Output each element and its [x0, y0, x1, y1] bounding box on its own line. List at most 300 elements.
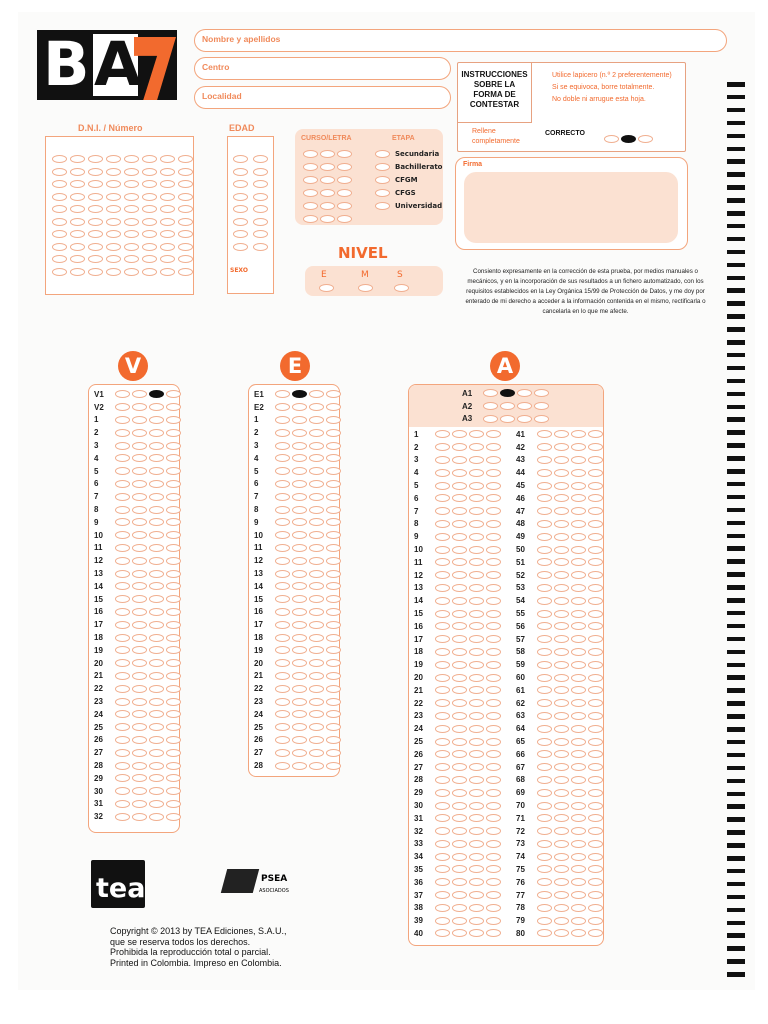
answer-bubble[interactable] — [571, 648, 586, 656]
answer-bubble[interactable] — [292, 582, 307, 590]
answer-bubble[interactable] — [309, 634, 324, 642]
answer-bubble[interactable] — [309, 749, 324, 757]
answer-bubble[interactable] — [275, 557, 290, 565]
answer-bubble[interactable] — [149, 416, 164, 424]
answer-bubble[interactable] — [149, 506, 164, 514]
answer-bubble[interactable] — [149, 774, 164, 782]
answer-bubble[interactable] — [132, 710, 147, 718]
answer-bubble[interactable] — [537, 443, 552, 451]
answer-bubble[interactable] — [326, 518, 341, 526]
answer-bubble[interactable] — [554, 904, 569, 912]
answer-bubble[interactable] — [554, 814, 569, 822]
answer-bubble[interactable] — [292, 736, 307, 744]
answer-bubble[interactable] — [571, 738, 586, 746]
answer-bubble[interactable] — [571, 597, 586, 605]
answer-bubble[interactable] — [166, 710, 181, 718]
answer-bubble[interactable] — [435, 610, 450, 618]
answer-bubble[interactable] — [166, 442, 181, 450]
dni-digit-bubble[interactable] — [124, 205, 139, 213]
answer-bubble[interactable] — [115, 506, 130, 514]
dni-digit-bubble[interactable] — [70, 193, 85, 201]
dni-digit-bubble[interactable] — [52, 168, 67, 176]
dni-digit-bubble[interactable] — [124, 155, 139, 163]
answer-bubble[interactable] — [115, 698, 130, 706]
answer-bubble[interactable] — [275, 544, 290, 552]
answer-bubble[interactable] — [554, 929, 569, 937]
answer-bubble[interactable] — [275, 698, 290, 706]
age-digit-bubble[interactable] — [233, 230, 248, 238]
dni-digit-bubble[interactable] — [88, 255, 103, 263]
answer-bubble[interactable] — [149, 659, 164, 667]
answer-bubble[interactable] — [469, 699, 484, 707]
answer-bubble[interactable] — [115, 608, 130, 616]
dni-digit-bubble[interactable] — [70, 155, 85, 163]
age-digit-bubble[interactable] — [253, 205, 268, 213]
dni-digit-bubble[interactable] — [106, 230, 121, 238]
answer-bubble[interactable] — [132, 595, 147, 603]
answer-bubble[interactable] — [132, 467, 147, 475]
stage-bubble[interactable] — [375, 163, 390, 171]
answer-bubble[interactable] — [554, 776, 569, 784]
answer-bubble[interactable] — [571, 827, 586, 835]
signature-box[interactable] — [455, 157, 688, 250]
answer-bubble[interactable] — [554, 546, 569, 554]
answer-bubble[interactable] — [149, 493, 164, 501]
answer-bubble[interactable] — [588, 725, 603, 733]
course-number-bubble[interactable] — [303, 163, 318, 171]
answer-bubble[interactable] — [537, 622, 552, 630]
answer-bubble[interactable] — [435, 494, 450, 502]
answer-bubble[interactable] — [537, 802, 552, 810]
answer-bubble[interactable] — [588, 904, 603, 912]
answer-bubble[interactable] — [486, 763, 501, 771]
answer-bubble[interactable] — [486, 558, 501, 566]
answer-bubble[interactable] — [275, 762, 290, 770]
answer-bubble[interactable] — [452, 482, 467, 490]
dni-digit-bubble[interactable] — [88, 193, 103, 201]
answer-bubble[interactable] — [588, 546, 603, 554]
answer-bubble[interactable] — [132, 506, 147, 514]
answer-bubble[interactable] — [115, 493, 130, 501]
answer-bubble[interactable] — [326, 531, 341, 539]
answer-bubble[interactable] — [469, 507, 484, 515]
stage-option[interactable] — [374, 147, 442, 160]
answer-bubble[interactable] — [571, 546, 586, 554]
level-e-bubble[interactable] — [319, 284, 334, 292]
answer-bubble[interactable] — [517, 402, 532, 410]
answer-bubble[interactable] — [149, 403, 164, 411]
section-v[interactable] — [88, 384, 180, 833]
dni-digit-bubble[interactable] — [106, 268, 121, 276]
answer-bubble[interactable] — [571, 456, 586, 464]
answer-bubble[interactable] — [275, 390, 290, 398]
answer-bubble[interactable] — [571, 520, 586, 528]
answer-bubble[interactable] — [275, 582, 290, 590]
answer-bubble[interactable] — [571, 904, 586, 912]
answer-bubble[interactable] — [166, 582, 181, 590]
answer-bubble[interactable] — [554, 635, 569, 643]
answer-bubble[interactable] — [275, 608, 290, 616]
dni-digit-bubble[interactable] — [142, 205, 157, 213]
answer-bubble[interactable] — [275, 621, 290, 629]
answer-bubble[interactable] — [469, 776, 484, 784]
answer-bubble[interactable] — [326, 659, 341, 667]
answer-bubble[interactable] — [537, 840, 552, 848]
answer-bubble[interactable] — [435, 917, 450, 925]
answer-bubble[interactable] — [452, 430, 467, 438]
answer-bubble[interactable] — [435, 827, 450, 835]
answer-bubble[interactable] — [486, 494, 501, 502]
course-letter-bubble[interactable] — [320, 202, 335, 210]
answer-bubble[interactable] — [292, 403, 307, 411]
answer-bubble[interactable] — [452, 622, 467, 630]
answer-bubble[interactable] — [149, 634, 164, 642]
answer-bubble[interactable] — [132, 544, 147, 552]
answer-bubble[interactable] — [166, 749, 181, 757]
answer-bubble[interactable] — [275, 531, 290, 539]
answer-bubble[interactable] — [435, 456, 450, 464]
answer-bubble[interactable] — [309, 403, 324, 411]
answer-bubble[interactable] — [166, 506, 181, 514]
course-letter-bubble[interactable] — [320, 150, 335, 158]
answer-bubble[interactable] — [149, 749, 164, 757]
dni-digit-bubble[interactable] — [88, 230, 103, 238]
dni-digit-bubble[interactable] — [160, 230, 175, 238]
age-digit-bubble[interactable] — [253, 230, 268, 238]
answer-bubble[interactable] — [486, 840, 501, 848]
answer-bubble[interactable] — [469, 686, 484, 694]
answer-bubble[interactable] — [537, 584, 552, 592]
answer-bubble[interactable] — [588, 699, 603, 707]
dni-grid[interactable] — [45, 136, 194, 295]
answer-bubble[interactable] — [452, 853, 467, 861]
answer-bubble[interactable] — [452, 674, 467, 682]
answer-bubble[interactable] — [537, 520, 552, 528]
stage-bubble[interactable] — [375, 202, 390, 210]
answer-bubble[interactable] — [275, 659, 290, 667]
answer-bubble[interactable] — [554, 699, 569, 707]
age-digit-bubble[interactable] — [253, 243, 268, 251]
course-number-bubble[interactable] — [303, 202, 318, 210]
dni-digit-bubble[interactable] — [106, 243, 121, 251]
answer-bubble[interactable] — [486, 635, 501, 643]
dni-digit-bubble[interactable] — [178, 155, 193, 163]
answer-bubble[interactable] — [486, 507, 501, 515]
dni-digit-bubble[interactable] — [52, 230, 67, 238]
dni-digit-bubble[interactable] — [52, 193, 67, 201]
answer-bubble[interactable] — [554, 725, 569, 733]
answer-bubble[interactable] — [326, 685, 341, 693]
answer-bubble[interactable] — [588, 610, 603, 618]
dni-digit-bubble[interactable] — [106, 218, 121, 226]
answer-bubble[interactable] — [537, 674, 552, 682]
answer-bubble[interactable] — [435, 763, 450, 771]
answer-bubble[interactable] — [469, 763, 484, 771]
answer-bubble[interactable] — [275, 429, 290, 437]
dni-digit-bubble[interactable] — [106, 180, 121, 188]
answer-bubble[interactable] — [326, 582, 341, 590]
answer-bubble[interactable] — [452, 904, 467, 912]
answer-bubble[interactable] — [435, 674, 450, 682]
answer-bubble[interactable] — [166, 416, 181, 424]
answer-bubble[interactable] — [571, 929, 586, 937]
answer-bubble[interactable] — [554, 878, 569, 886]
answer-bubble[interactable] — [275, 634, 290, 642]
stage-option[interactable] — [374, 199, 442, 212]
answer-bubble[interactable] — [115, 416, 130, 424]
course-number-bubble[interactable] — [303, 176, 318, 184]
age-digit-bubble[interactable] — [233, 193, 248, 201]
answer-bubble[interactable] — [554, 507, 569, 515]
dni-digit-bubble[interactable] — [106, 193, 121, 201]
answer-bubble[interactable] — [149, 390, 164, 398]
answer-bubble[interactable] — [166, 390, 181, 398]
answer-bubble[interactable] — [486, 917, 501, 925]
answer-bubble[interactable] — [292, 442, 307, 450]
answer-bubble[interactable] — [571, 917, 586, 925]
answer-bubble[interactable] — [537, 597, 552, 605]
answer-bubble[interactable] — [537, 865, 552, 873]
answer-bubble[interactable] — [554, 827, 569, 835]
answer-bubble[interactable] — [588, 571, 603, 579]
answer-bubble[interactable] — [132, 493, 147, 501]
answer-bubble[interactable] — [292, 608, 307, 616]
answer-bubble[interactable] — [435, 430, 450, 438]
location-field[interactable] — [194, 86, 451, 109]
answer-bubble[interactable] — [588, 763, 603, 771]
answer-bubble[interactable] — [537, 686, 552, 694]
answer-bubble[interactable] — [435, 469, 450, 477]
answer-bubble[interactable] — [166, 762, 181, 770]
answer-bubble[interactable] — [115, 659, 130, 667]
answer-bubble[interactable] — [469, 853, 484, 861]
dni-digit-bubble[interactable] — [52, 180, 67, 188]
answer-bubble[interactable] — [588, 635, 603, 643]
answer-bubble[interactable] — [149, 698, 164, 706]
answer-bubble[interactable] — [326, 390, 341, 398]
answer-bubble[interactable] — [149, 570, 164, 578]
answer-bubble[interactable] — [309, 390, 324, 398]
answer-bubble[interactable] — [554, 482, 569, 490]
answer-bubble[interactable] — [537, 917, 552, 925]
answer-bubble[interactable] — [537, 546, 552, 554]
answer-bubble[interactable] — [469, 865, 484, 873]
answer-bubble[interactable] — [537, 814, 552, 822]
answer-bubble[interactable] — [309, 723, 324, 731]
course-letter-bubble[interactable] — [320, 215, 335, 223]
answer-bubble[interactable] — [435, 840, 450, 848]
course-letter-bubble[interactable] — [337, 215, 352, 223]
course-letter-bubble[interactable] — [337, 176, 352, 184]
answer-bubble[interactable] — [166, 800, 181, 808]
answer-bubble[interactable] — [132, 454, 147, 462]
signature-area[interactable] — [464, 172, 678, 243]
answer-bubble[interactable] — [132, 813, 147, 821]
answer-bubble[interactable] — [571, 840, 586, 848]
answer-bubble[interactable] — [435, 533, 450, 541]
answer-bubble[interactable] — [452, 865, 467, 873]
dni-digit-bubble[interactable] — [70, 230, 85, 238]
course-row[interactable] — [302, 186, 353, 199]
answer-bubble[interactable] — [309, 544, 324, 552]
answer-bubble[interactable] — [588, 674, 603, 682]
answer-bubble[interactable] — [486, 878, 501, 886]
answer-bubble[interactable] — [554, 571, 569, 579]
answer-bubble[interactable] — [469, 827, 484, 835]
answer-bubble[interactable] — [486, 533, 501, 541]
answer-bubble[interactable] — [326, 429, 341, 437]
answer-bubble[interactable] — [500, 415, 515, 423]
course-letter-bubble[interactable] — [337, 163, 352, 171]
answer-bubble[interactable] — [469, 558, 484, 566]
dni-digit-bubble[interactable] — [52, 218, 67, 226]
answer-bubble[interactable] — [588, 814, 603, 822]
answer-bubble[interactable] — [435, 712, 450, 720]
answer-bubble[interactable] — [166, 685, 181, 693]
answer-bubble[interactable] — [537, 507, 552, 515]
answer-bubble[interactable] — [115, 595, 130, 603]
answer-bubble[interactable] — [292, 506, 307, 514]
answer-bubble[interactable] — [486, 610, 501, 618]
answer-bubble[interactable] — [149, 787, 164, 795]
answer-bubble[interactable] — [132, 723, 147, 731]
answer-bubble[interactable] — [571, 776, 586, 784]
answer-bubble[interactable] — [452, 469, 467, 477]
answer-bubble[interactable] — [537, 610, 552, 618]
answer-bubble[interactable] — [309, 698, 324, 706]
age-digit-bubble[interactable] — [233, 180, 248, 188]
answer-bubble[interactable] — [537, 725, 552, 733]
answer-bubble[interactable] — [309, 595, 324, 603]
age-digit-bubble[interactable] — [253, 193, 268, 201]
answer-bubble[interactable] — [537, 571, 552, 579]
answer-bubble[interactable] — [483, 402, 498, 410]
answer-bubble[interactable] — [469, 802, 484, 810]
answer-bubble[interactable] — [469, 712, 484, 720]
answer-bubble[interactable] — [452, 610, 467, 618]
answer-bubble[interactable] — [149, 518, 164, 526]
answer-bubble[interactable] — [435, 584, 450, 592]
answer-bubble[interactable] — [554, 584, 569, 592]
answer-bubble[interactable] — [486, 750, 501, 758]
answer-bubble[interactable] — [149, 429, 164, 437]
answer-bubble[interactable] — [469, 929, 484, 937]
answer-bubble[interactable] — [554, 430, 569, 438]
answer-bubble[interactable] — [537, 648, 552, 656]
answer-bubble[interactable] — [435, 648, 450, 656]
answer-bubble[interactable] — [588, 661, 603, 669]
answer-bubble[interactable] — [571, 674, 586, 682]
answer-bubble[interactable] — [275, 646, 290, 654]
answer-bubble[interactable] — [132, 672, 147, 680]
answer-bubble[interactable] — [452, 443, 467, 451]
age-digit-bubble[interactable] — [253, 155, 268, 163]
answer-bubble[interactable] — [469, 789, 484, 797]
answer-bubble[interactable] — [435, 507, 450, 515]
answer-bubble[interactable] — [588, 929, 603, 937]
answer-bubble[interactable] — [486, 904, 501, 912]
answer-bubble[interactable] — [166, 518, 181, 526]
course-options[interactable] — [302, 147, 353, 225]
answer-bubble[interactable] — [309, 480, 324, 488]
answer-bubble[interactable] — [149, 762, 164, 770]
course-row[interactable] — [302, 147, 353, 160]
answer-bubble[interactable] — [435, 776, 450, 784]
answer-bubble[interactable] — [452, 878, 467, 886]
answer-bubble[interactable] — [571, 571, 586, 579]
answer-bubble[interactable] — [166, 480, 181, 488]
dni-digit-bubble[interactable] — [52, 268, 67, 276]
answer-bubble[interactable] — [275, 672, 290, 680]
answer-bubble[interactable] — [452, 929, 467, 937]
answer-bubble[interactable] — [292, 646, 307, 654]
answer-bubble[interactable] — [115, 710, 130, 718]
answer-bubble[interactable] — [469, 456, 484, 464]
answer-bubble[interactable] — [486, 584, 501, 592]
answer-bubble[interactable] — [275, 416, 290, 424]
answer-bubble[interactable] — [149, 595, 164, 603]
answer-bubble[interactable] — [309, 621, 324, 629]
answer-bubble[interactable] — [486, 827, 501, 835]
answer-bubble[interactable] — [166, 672, 181, 680]
answer-bubble[interactable] — [517, 389, 532, 397]
answer-bubble[interactable] — [486, 571, 501, 579]
answer-bubble[interactable] — [554, 853, 569, 861]
answer-bubble[interactable] — [166, 531, 181, 539]
dni-digit-bubble[interactable] — [178, 255, 193, 263]
answer-bubble[interactable] — [571, 494, 586, 502]
answer-bubble[interactable] — [537, 661, 552, 669]
dni-digit-bubble[interactable] — [106, 205, 121, 213]
answer-bubble[interactable] — [588, 482, 603, 490]
answer-bubble[interactable] — [292, 416, 307, 424]
answer-bubble[interactable] — [132, 659, 147, 667]
age-digit-bubble[interactable] — [253, 218, 268, 226]
answer-bubble[interactable] — [292, 467, 307, 475]
answer-bubble[interactable] — [166, 634, 181, 642]
answer-bubble[interactable] — [469, 635, 484, 643]
answer-bubble[interactable] — [309, 518, 324, 526]
answer-bubble[interactable] — [132, 762, 147, 770]
answer-bubble[interactable] — [326, 454, 341, 462]
answer-bubble[interactable] — [115, 467, 130, 475]
answer-bubble[interactable] — [452, 571, 467, 579]
answer-bubble[interactable] — [486, 443, 501, 451]
answer-bubble[interactable] — [275, 723, 290, 731]
answer-bubble[interactable] — [132, 685, 147, 693]
age-digit-bubble[interactable] — [253, 180, 268, 188]
dni-column[interactable] — [105, 155, 122, 280]
dni-digit-bubble[interactable] — [70, 168, 85, 176]
answer-bubble[interactable] — [469, 891, 484, 899]
answer-bubble[interactable] — [115, 813, 130, 821]
answer-bubble[interactable] — [571, 865, 586, 873]
answer-bubble[interactable] — [588, 827, 603, 835]
answer-bubble[interactable] — [326, 646, 341, 654]
answer-bubble[interactable] — [149, 736, 164, 744]
answer-bubble[interactable] — [452, 725, 467, 733]
answer-bubble[interactable] — [309, 659, 324, 667]
answer-bubble[interactable] — [326, 698, 341, 706]
age-digit-bubble[interactable] — [233, 168, 248, 176]
answer-bubble[interactable] — [554, 558, 569, 566]
age-column[interactable] — [232, 155, 249, 255]
answer-bubble[interactable] — [571, 558, 586, 566]
answer-bubble[interactable] — [132, 570, 147, 578]
answer-bubble[interactable] — [132, 698, 147, 706]
answer-bubble[interactable] — [537, 891, 552, 899]
answer-bubble[interactable] — [469, 750, 484, 758]
